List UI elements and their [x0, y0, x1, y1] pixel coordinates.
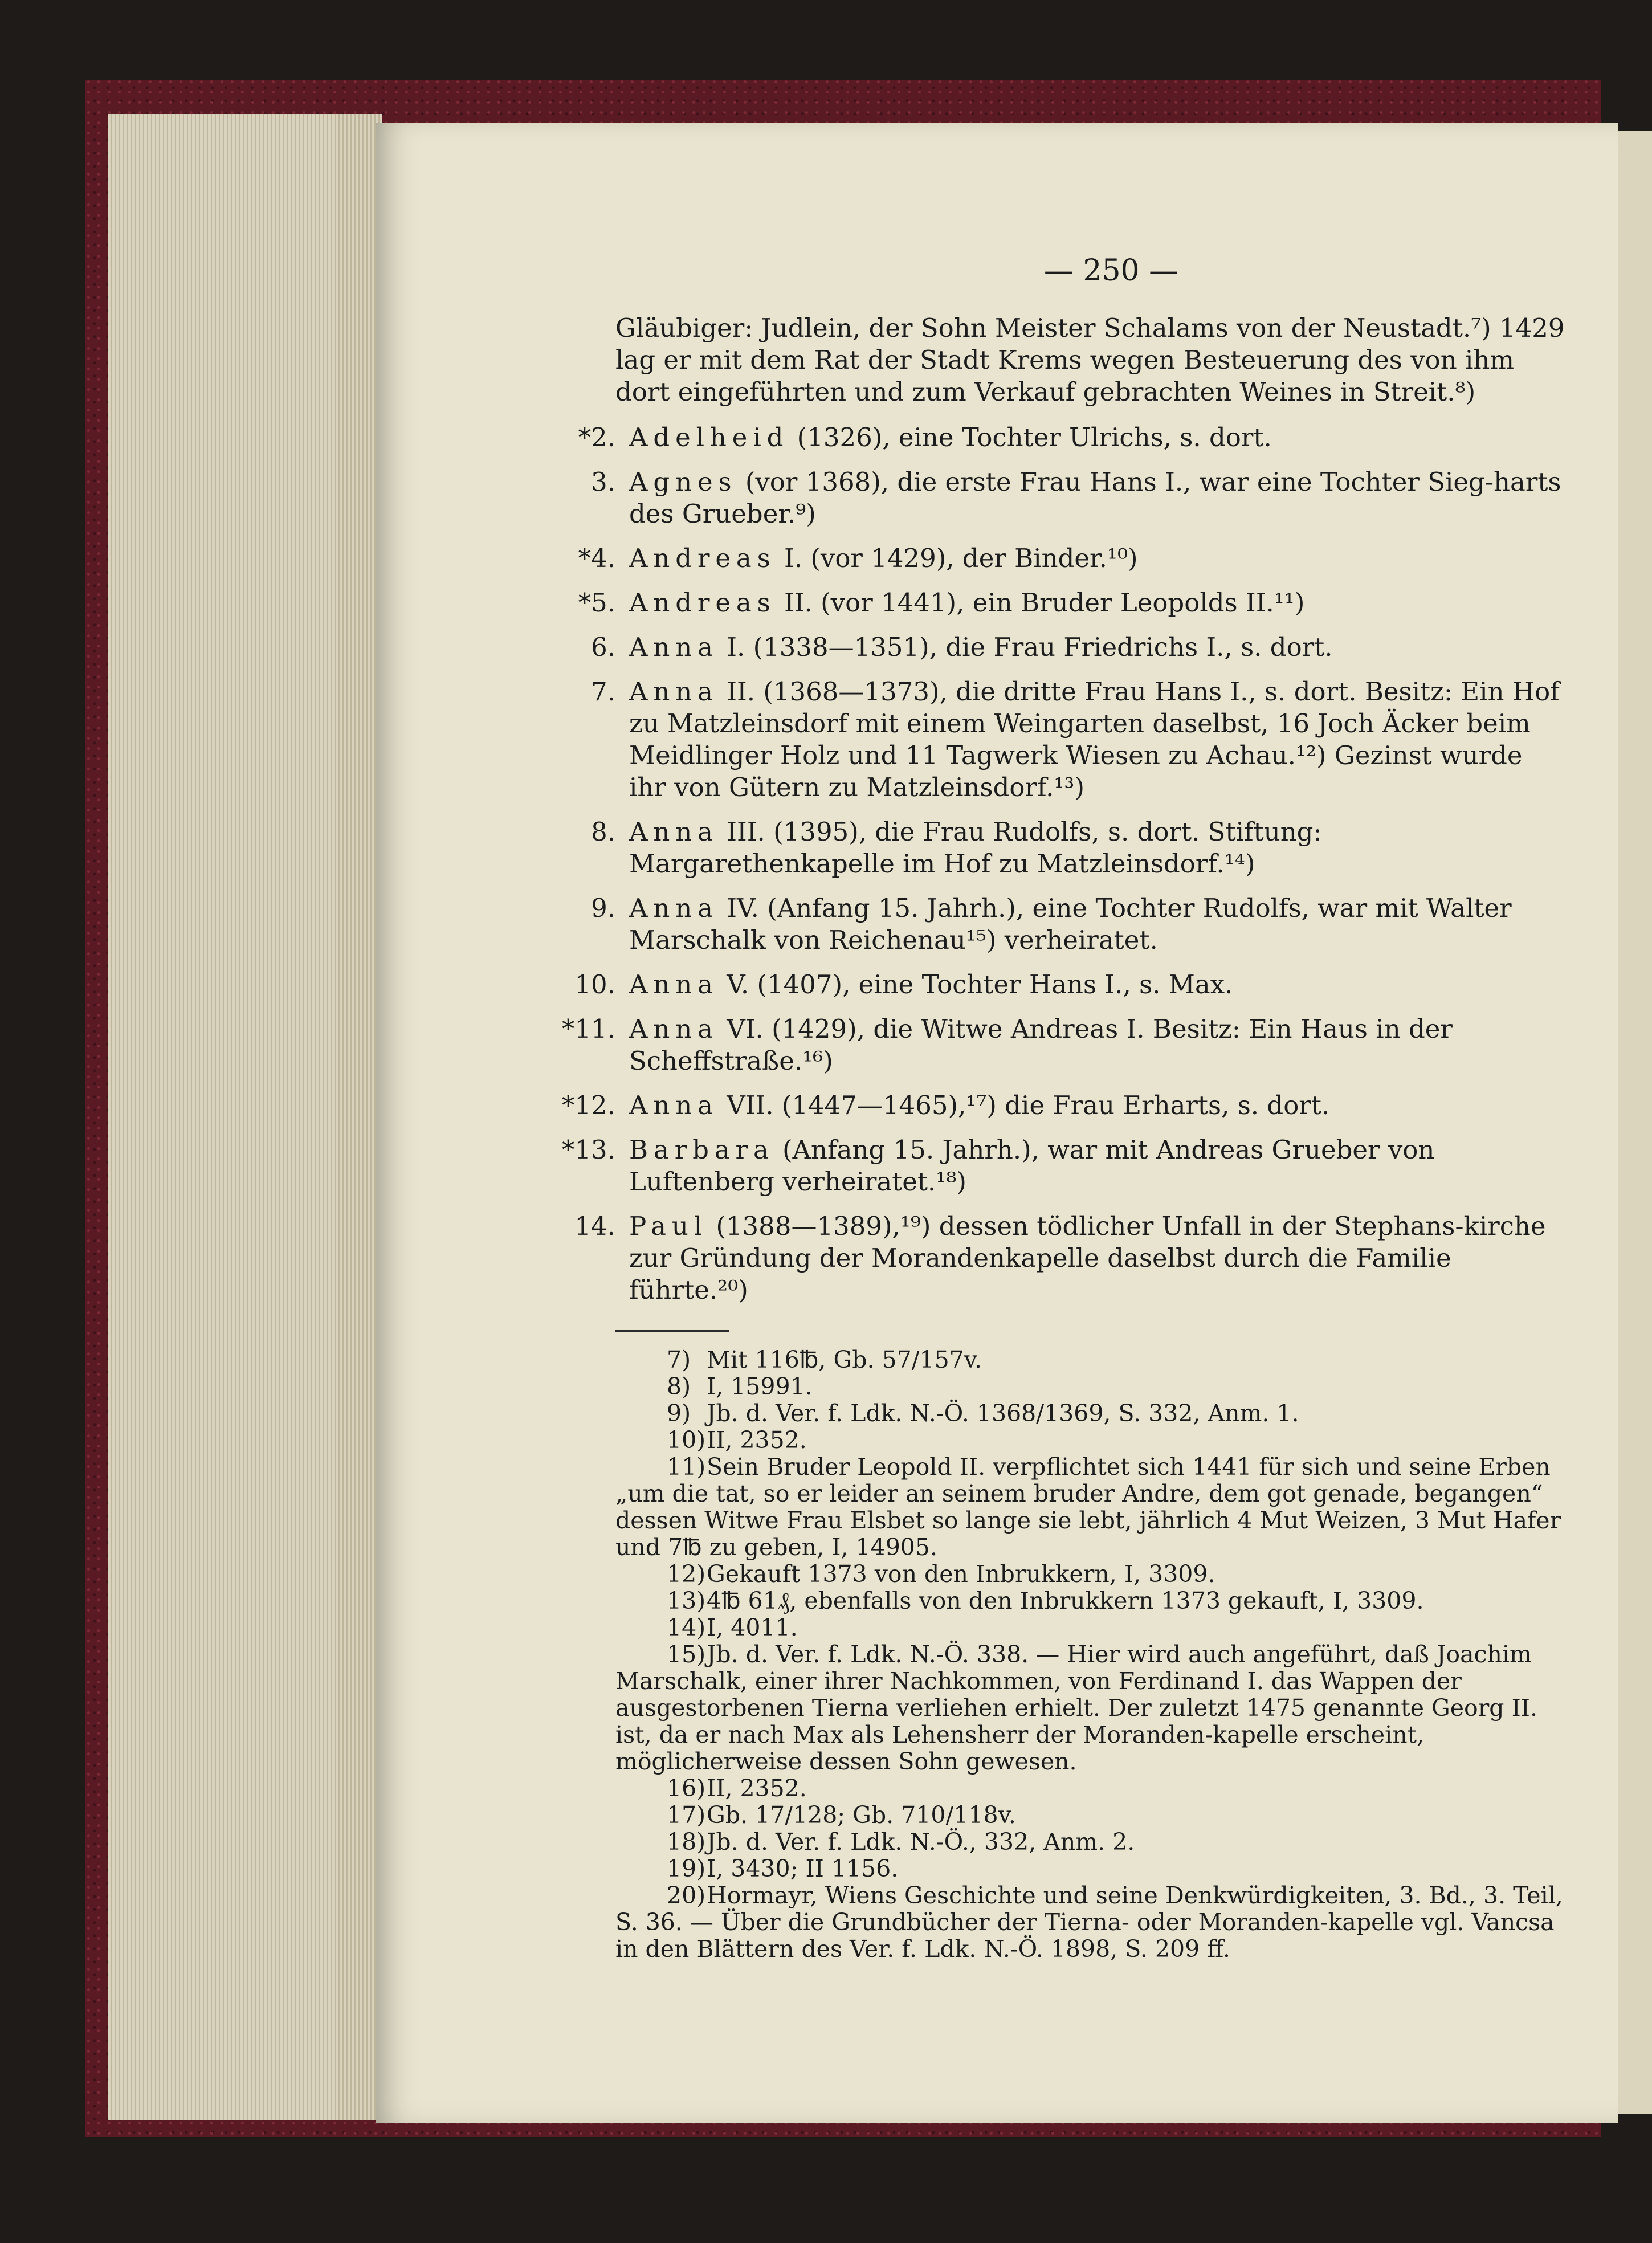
entry-item: [561, 1134, 1567, 1198]
footnote-item: [615, 1882, 1567, 1963]
entry-number: 10.: [574, 969, 615, 1000]
entry-text: [629, 892, 1567, 956]
entry-number: 6.: [591, 632, 615, 662]
footnote-number: 15): [667, 1641, 706, 1668]
entry-text: [629, 1013, 1567, 1077]
footnote-item: [615, 1373, 1567, 1400]
adjacent-page-edge: [1616, 131, 1652, 2114]
entry-name: Anna: [629, 817, 719, 847]
page-number: — 250 —: [1043, 254, 1179, 288]
entry-item: [561, 1090, 1567, 1122]
entry-item: [591, 466, 1567, 530]
footnote-number: 14): [667, 1614, 706, 1641]
entry-item: [591, 892, 1567, 956]
footnote-text: Jb. d. Ver. f. Ldk. N.-Ö., 332, Anm. 2.: [707, 1828, 1135, 1855]
footnote-number: 8): [667, 1373, 691, 1400]
footnote-text: II, 2352.: [707, 1775, 807, 1802]
footnote-item: [615, 1829, 1567, 1855]
entry-number: *12.: [561, 1090, 615, 1120]
footnote-item: [615, 1641, 1567, 1775]
footnote-item: [615, 1454, 1567, 1561]
footnote-item: [615, 1347, 1567, 1373]
entry-name: Anna: [629, 893, 719, 923]
footnote-item: [615, 1855, 1567, 1882]
entry-text: [629, 676, 1567, 804]
footnote-item: [615, 1400, 1567, 1427]
entry-item: [591, 676, 1567, 804]
entry-name: Adelheid: [629, 422, 789, 452]
entry-text: [629, 543, 1567, 574]
entry-number: *2.: [578, 422, 615, 452]
entry-number: 9.: [591, 893, 615, 923]
footnote-text: I, 3430; II 1156.: [707, 1855, 899, 1882]
entry-number: 3.: [591, 467, 615, 497]
entry-item: [574, 969, 1567, 1001]
footnote-text: I, 4011.: [707, 1614, 798, 1641]
entry-item: [591, 816, 1567, 880]
footnote-text: Gekauft 1373 von den Inbrukkern, I, 3309.: [707, 1560, 1215, 1588]
entry-item: [578, 422, 1567, 454]
entry-text: [629, 631, 1567, 663]
entry-description: V. (1407), eine Tochter Hans I., s. Max.: [718, 969, 1233, 1000]
footnote-item: [615, 1561, 1567, 1588]
entry-text: [629, 1134, 1567, 1198]
entry-number: 7.: [591, 676, 615, 707]
footnote-item: [615, 1588, 1567, 1614]
footnote-number: 11): [667, 1453, 706, 1481]
entry-name: Anna: [629, 1014, 719, 1044]
entry-text: [629, 816, 1567, 880]
entry-list: [561, 422, 1567, 1306]
entry-text: [629, 969, 1567, 1001]
footnote-text: Jb. d. Ver. f. Ldk. N.-Ö. 338. — Hier wird auch angeführt, daß Joachim Marschalk, einer ihrer Nachkommen, von Ferdinand I. das Wappen der ausgestorbenen Tierna verliehen erhielt. Der zuletzt 1475 genannte Georg II. ist, da er nach Max als Lehensherr der Moranden-kapelle erscheint, möglicherweise dessen Sohn gewesen.: [615, 1641, 1537, 1775]
footnote-number: 20): [667, 1882, 706, 1909]
entry-item: [574, 1210, 1567, 1306]
entry-description: VI. (1429), die Witwe Andreas I. Besitz: Ein Haus in der Scheffstraße.¹⁶): [629, 1014, 1453, 1076]
footnote-text: I, 15991.: [707, 1373, 813, 1400]
entry-description: II. (vor 1441), ein Bruder Leopolds II.¹¹): [776, 588, 1305, 618]
entry-number: *5.: [578, 588, 615, 618]
entry-description: IV. (Anfang 15. Jahrh.), eine Tochter Rudolfs, war mit Walter Marschalk von Reichenau¹⁵) verheiratet.: [629, 893, 1512, 955]
footnote-item: [615, 1802, 1567, 1829]
entry-number: 8.: [591, 817, 615, 847]
footnote-number: 19): [667, 1855, 706, 1882]
entry-description: I. (1338—1351), die Frau Friedrichs I., s. dort.: [718, 632, 1333, 662]
footnote-text: Mit 116℔, Gb. 57/157v.: [707, 1346, 982, 1373]
entry-name: Agnes: [629, 467, 737, 497]
entry-description: (1388—1389),¹⁹) dessen tödlicher Unfall in der Stephans-kirche zur Gründung der Morandenkapelle daselbst durch die Familie führte.²⁰): [629, 1211, 1546, 1305]
footnote-text: Jb. d. Ver. f. Ldk. N.-Ö. 1368/1369, S. 332, Anm. 1.: [707, 1400, 1299, 1427]
footnote-rule: [615, 1330, 729, 1332]
entry-number: *4.: [578, 543, 615, 573]
entry-name: Anna: [629, 676, 719, 707]
entry-name: Andreas: [629, 543, 776, 573]
footnote-text: 4℔ 61₰, ebenfalls von den Inbrukkern 1373 gekauft, I, 3309.: [707, 1587, 1424, 1614]
footnote-number: 16): [667, 1775, 706, 1802]
footnote-item: [615, 1427, 1567, 1454]
entry-number: *13.: [561, 1135, 615, 1165]
entry-item: [591, 631, 1567, 663]
footnote-text: Hormayr, Wiens Geschichte und seine Denkwürdigkeiten, 3. Bd., 3. Teil, S. 36. — Über die Grundbücher der Tierna- oder Moranden-kapelle vgl. Vancsa in den Blättern des Ver. f. Ldk. N.-Ö. 1898, S. 209 ff.: [615, 1882, 1563, 1963]
entry-name: Anna: [629, 969, 719, 1000]
entry-item: [561, 1013, 1567, 1077]
footnote-number: 10): [667, 1426, 706, 1454]
main-text: [561, 312, 1567, 1963]
entry-number: 14.: [574, 1211, 615, 1241]
footnote-number: 18): [667, 1828, 706, 1855]
entry-item: [578, 543, 1567, 574]
footnote-text: Sein Bruder Leopold II. verpflichtet sich 1441 für sich und seine Erben „um die tat, so er leider an seinem bruder Andre, dem got genade, begangen“ dessen Witwe Frau Elsbet so lange sie lebt, jährlich 4 Mut Weizen, 3 Mut Hafer und 7℔ zu geben, I, 14905.: [615, 1453, 1561, 1561]
entry-item: [578, 587, 1567, 619]
footnote-item: [615, 1775, 1567, 1802]
entry-description: III. (1395), die Frau Rudolfs, s. dort. Stiftung: Margarethenkapelle im Hof zu Matzleinsdorf.¹⁴): [629, 817, 1322, 879]
footnote-number: 9): [667, 1400, 691, 1427]
entry-name: Anna: [629, 632, 719, 662]
entry-name: Anna: [629, 1090, 719, 1120]
entry-text: [629, 1210, 1567, 1306]
entry-name: Paul: [629, 1211, 708, 1241]
footnote-text: Gb. 17/128; Gb. 710/118v.: [707, 1801, 1016, 1829]
footnote-text: II, 2352.: [707, 1426, 807, 1454]
entry-text: [629, 1090, 1567, 1122]
footnote-number: 12): [667, 1560, 706, 1588]
entry-description: VII. (1447—1465),¹⁷) die Frau Erharts, s. dort.: [718, 1090, 1330, 1120]
entry-number: *11.: [561, 1014, 615, 1044]
footnote-number: 7): [667, 1346, 691, 1373]
footnote-item: [615, 1614, 1567, 1641]
entry-description: I. (vor 1429), der Binder.¹⁰): [776, 543, 1138, 573]
entry-name: Barbara: [629, 1135, 774, 1165]
footnote-number: 17): [667, 1801, 706, 1829]
entry-text: [629, 587, 1567, 619]
entry-description: (Anfang 15. Jahrh.), war mit Andreas Grueber von Luftenberg verheiratet.¹⁸): [629, 1135, 1435, 1197]
entry-description: (vor 1368), die erste Frau Hans I., war eine Tochter Sieg-harts des Grueber.⁹): [629, 467, 1561, 529]
page-edges: [108, 114, 382, 2120]
entry-text: [629, 422, 1567, 454]
entry-name: Andreas: [629, 588, 776, 618]
footnote-list: [615, 1347, 1567, 1963]
entry-text: [629, 466, 1567, 530]
entry-description: (1326), eine Tochter Ulrichs, s. dort.: [789, 422, 1272, 452]
entry-description: II. (1368—1373), die dritte Frau Hans I., s. dort. Besitz: Ein Hof zu Matzleinsdorf mit einem Weingarten daselbst, 16 Joch Äcker beim Meidlinger Holz und 11 Tagwerk Wiesen zu Achau.¹²) Gezinst wurde ihr von Gütern zu Matzleinsdorf.¹³): [629, 676, 1560, 802]
intro-paragraph: Gläubiger: Judlein, der Sohn Meister Schalams von der Neustadt.⁷) 1429 lag er mit dem Rat der Stadt Krems wegen Besteuerung des von ihm dort eingeführten und zum Verkauf gebrachten Weines in Streit.⁸): [615, 313, 1565, 407]
footnote-number: 13): [667, 1587, 706, 1614]
